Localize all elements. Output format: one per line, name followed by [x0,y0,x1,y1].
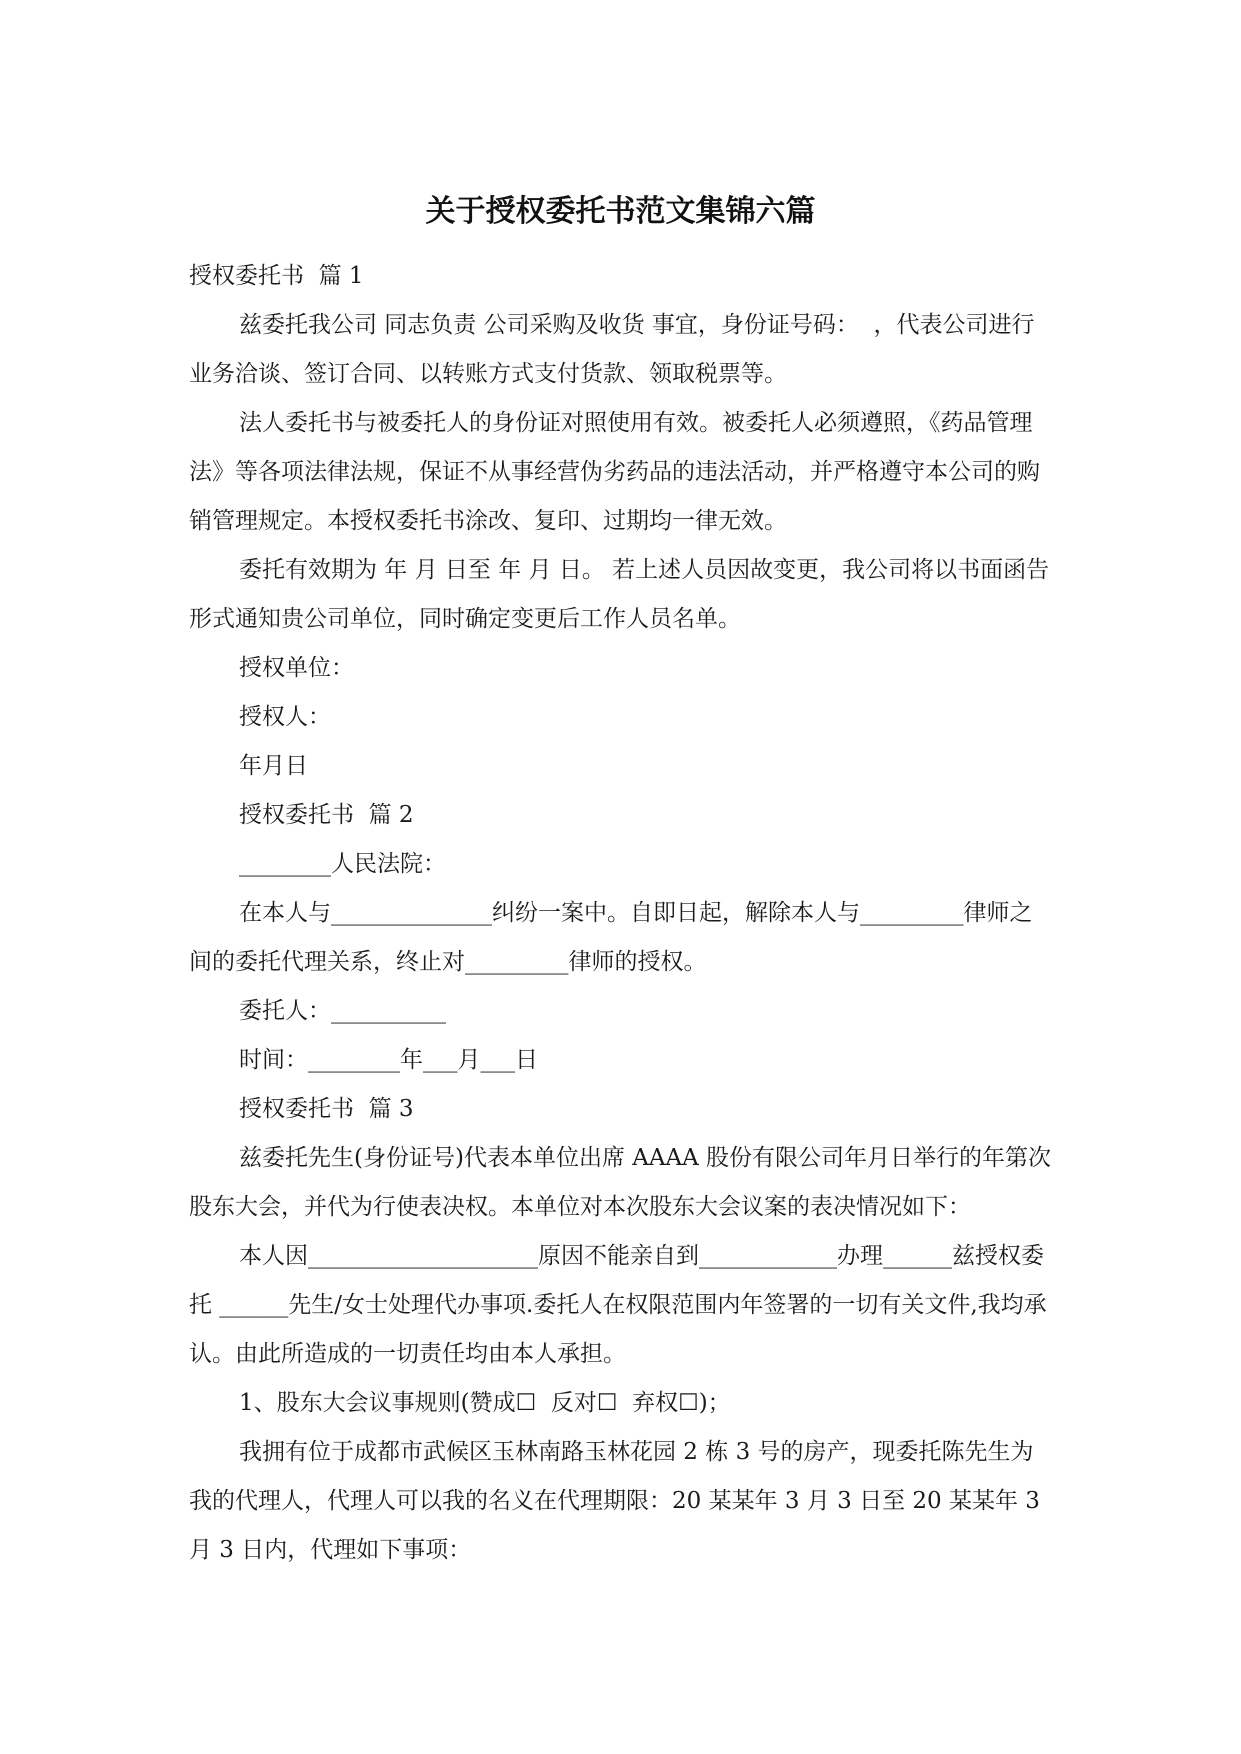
date-line: 年月日 [239,753,308,779]
paragraph: 在本人与______________纠纷一案中。自即日起，解除本人与_________律师之间的委托代理关系，终止对_________律师的授权。 [189,900,1033,975]
section-heading-1: 授权委托书 篇 1 [189,263,364,289]
voting-item: 1、股东大会议事规则(赞成☐ 反对☐ 弃权☐)； [239,1390,731,1416]
date-line: 时间：________年___月___日 [239,1047,538,1073]
signature-line-unit: 授权单位： [239,655,354,681]
paragraph: 委托有效期为 年 月 日至 年 月 日。 若上述人员因故变更，我公司将以书面函告形式通知贵公司单位，同时确定变更后工作人员名单。 [189,557,1050,632]
paragraph: 法人委托书与被委托人的身份证对照使用有效。被委托人必须遵照，《药品管理法》等各项法律法规，保证不从事经营伪劣药品的违法活动，并严格遵守本公司的购销管理规定。本授权委托书涂改、复印、过期均一律无效。 [189,410,1040,534]
paragraph: 我拥有位于成都市武候区玉林南路玉林花园 2 栋 3 号的房产，现委托陈先生为我的代理人，代理人可以我的名义在代理期限：20 某某年 3 月 3 日至 20 某某年 3 月 3 日内，代理如下事项： [189,1439,1048,1563]
section-heading-3: 授权委托书 篇 3 [239,1096,414,1122]
paragraph: 兹委托先生(身份证号)代表本单位出席 AAAA 股份有限公司年月日举行的年第次股东大会，并代为行使表决权。本单位对本次股东大会议案的表决情况如下： [189,1145,1052,1220]
signature-line-principal: 委托人：__________ [239,998,446,1024]
section-heading-2: 授权委托书 篇 2 [239,802,414,828]
document-body [189,252,1051,1575]
paragraph: 兹委托我公司 同志负责 公司采购及收货 事宜，身份证号码： ，代表公司进行业务洽谈、签订合同、以转账方式支付货款、领取税票等。 [189,312,1035,387]
signature-line-person: 授权人： [239,704,331,730]
document-title: 关于授权委托书范文集锦六篇 [425,194,816,229]
paragraph: ________人民法院： [239,851,446,877]
paragraph: 本人因____________________原因不能亲自到____________办理______兹授权委托 ______先生/女士处理代办事项.委托人在权限范围内年签署的一切有关文件,我均承认。由此所造成的一切责任均由本人承担。 [189,1243,1047,1367]
